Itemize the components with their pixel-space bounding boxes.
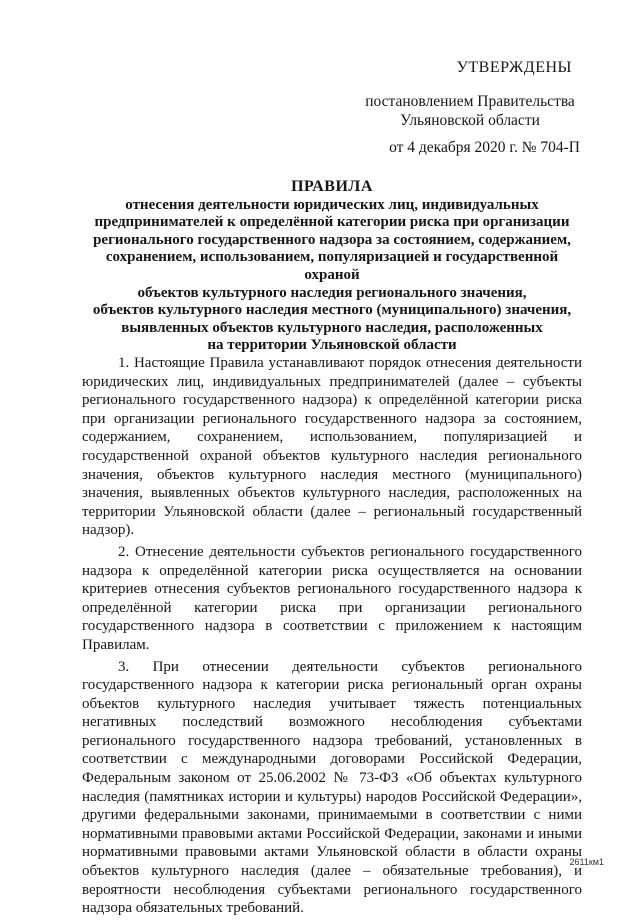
title-main: ПРАВИЛА xyxy=(291,178,373,195)
title-line: на территории Ульяновской области xyxy=(207,337,457,354)
title-line: объектов культурного наследия регионального значения, xyxy=(137,284,527,301)
decree-line-1: постановлением Правительства xyxy=(365,93,575,110)
title-line: предпринимателей к определённой категории риска при организации xyxy=(94,214,570,231)
document-title xyxy=(82,178,582,355)
paragraph-2: 2. Отнесение деятельности субъектов регионального государственного надзора к определённой категории риска осуществляется на основании критериев отнесения субъектов регионального государственного надзора к определённой категории риска при организации регионального государственного надзора в соответствии с приложением к настоящим Правилам. xyxy=(82,543,582,653)
title-line: объектов культурного наследия местного (муниципального) значения, xyxy=(92,302,572,319)
title-line: регионального государственного надзора за состоянием, содержанием, xyxy=(93,231,571,248)
approved-heading: УТВЕРЖДЕНЫ xyxy=(456,59,572,76)
paragraph-1: 1. Настоящие Правила устанавливают порядок отнесения деятельности юридических лиц, индивидуальных предпринимателей (далее – субъекты регионального государственного надзора) к определённой категории риска при организации регионального государственного надзора за состоянием, содержанием, сохранением, использованием, популяризацией и государственной охраной объектов культурного наследия регионального значения, объектов культурного наследия местного (муниципального) значения, выявленных объектов культурного наследия, расположенных на территории Ульяновской области (далее – региональный государственный надзор). xyxy=(82,355,582,539)
decree-date: от 4 декабря 2020 г. № 704-П xyxy=(389,139,580,156)
title-line: сохранением, использованием, популяризацией и государственной охраной xyxy=(105,249,559,283)
title-line: выявленных объектов культурного наследия, расположенных xyxy=(121,319,543,336)
title-line: отнесения деятельности юридических лиц, индивидуальных xyxy=(125,196,539,213)
decree-line-2: Ульяновской области xyxy=(400,112,540,129)
decree-reference xyxy=(360,92,580,130)
document-code: 2611км1 xyxy=(569,857,604,867)
document-body xyxy=(82,354,582,921)
paragraph-3: 3. При отнесении деятельности субъектов регионального государственного надзора к категории риска региональный орган охраны объектов культурного наследия учитывает тяжесть потенциальных негативных последствий возможного несоблюдения субъектами регионального государственного надзора требований, установленных в соответствии с международными договорами Российской Федерации, Федеральным законом от 25.06.2002 № 73-ФЗ «Об объектах культурного наследия (памятниках истории и культуры) народов Российской Федерации», другими федеральными законами, принимаемыми в соответствии с ними нормативными правовыми актами Российской Федерации, законами и иными нормативными правовыми актами Ульяновской области в области охраны объектов культурного наследия (далее – обязательные требования), и вероятности несоблюдения субъектами регионального государственного надзора обязательных требований. xyxy=(82,658,582,917)
